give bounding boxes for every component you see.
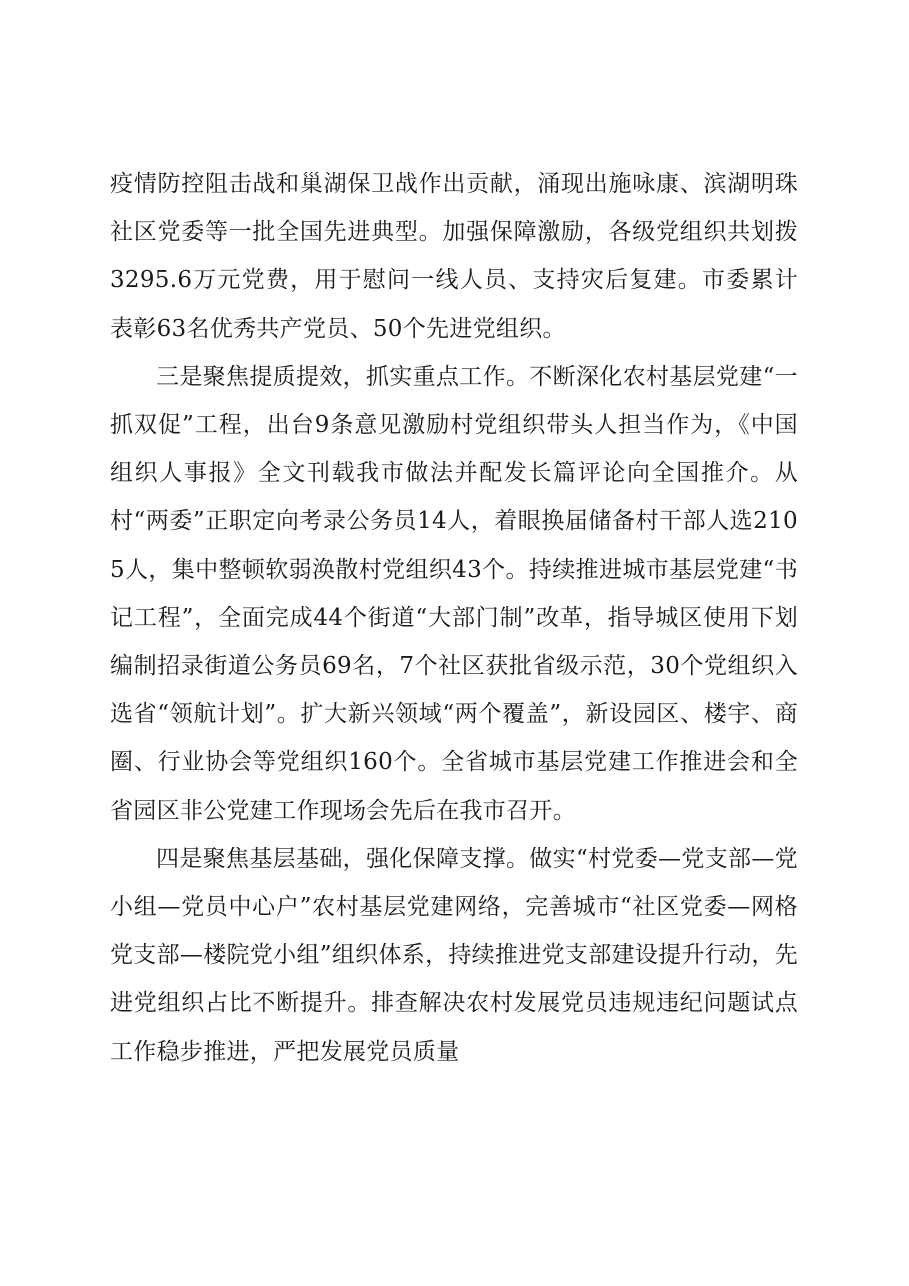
document-body — [110, 160, 798, 1076]
paragraph-point-three: 三是聚焦提质提效，抓实重点工作。不断深化农村基层党建“一抓双促”工程，出台9条意见激励村党组织带头人担当作为，《中国组织人事报》全文刊载我市做法并配发长篇评论向全国推介。从村“两委”正职定向考录公务员14人，着眼换届储备村干部人选2105人，集中整顿软弱涣散村党组织43个。持续推进城市基层党建“书记工程”，全面完成44个街道“大部门制”改革，指导城区使用下划编制招录街道公务员69名，7个社区获批省级示范，30个党组织入选省“领航计划”。扩大新兴领域“两个覆盖”，新设园区、楼宇、商圈、行业协会等党组织160个。全省城市基层党建工作推进会和全省园区非公党建工作现场会先后在我市召开。 — [110, 363, 798, 824]
paragraph-point-four: 四是聚焦基层基础，强化保障支撑。做实“村党委—党支部—党小组—党员中心户”农村基层党建网络，完善城市“社区党委—网格党支部—楼院党小组”组织体系，持续推进党支部建设提升行动，先进党组织占比不断提升。排查解决农村发展党员违规违纪问题试点工作稳步推进，严把发展党员质量 — [110, 845, 798, 1065]
paragraph-continuation: 疫情防控阻击战和巢湖保卫战作出贡献，涌现出施咏康、滨湖明珠社区党委等一批全国先进典型。加强保障激励，各级党组织共划拨3295.6万元党费，用于慰问一线人员、支持灾后复建。市委累计表彰63名优秀共产党员、50个先进党组织。 — [110, 171, 798, 342]
